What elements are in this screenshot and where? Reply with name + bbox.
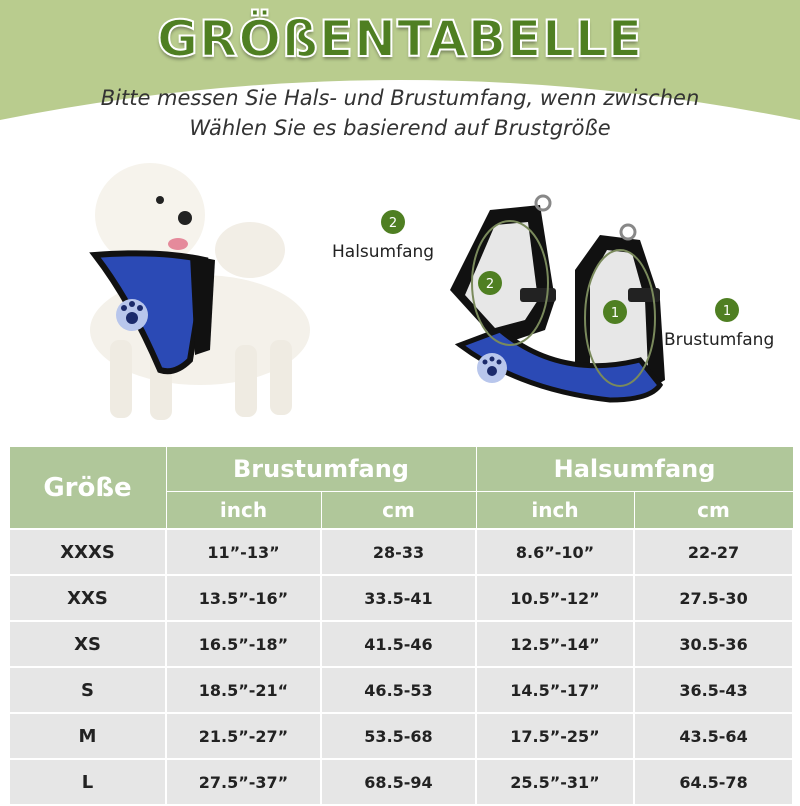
- neck-badge-inner: [478, 271, 502, 295]
- neck-cm-cell: 30.5-36: [634, 621, 793, 667]
- illustration: [0, 150, 800, 440]
- size-column-header: Größe: [9, 447, 166, 530]
- neck-cm-cell: 64.5-78: [634, 759, 793, 805]
- size-cell: M: [9, 713, 166, 759]
- size-cell: L: [9, 759, 166, 805]
- size-table: [8, 446, 792, 796]
- neck-cm-cell: 27.5-30: [634, 575, 793, 621]
- svg-text:1: 1: [722, 304, 732, 319]
- chest-cm-cell: 41.5-46: [321, 621, 476, 667]
- chest-inch-cell: 27.5”-37”: [166, 759, 321, 805]
- chest-inch-cell: 13.5”-16”: [166, 575, 321, 621]
- neck-inch-cell: 25.5”-31”: [476, 759, 634, 805]
- table-row: [9, 759, 793, 805]
- table-row: [9, 575, 793, 621]
- harness-image: [450, 196, 665, 400]
- chest-inch-cell: 21.5”-27”: [166, 713, 321, 759]
- size-cell: XXS: [9, 575, 166, 621]
- table-row: [9, 713, 793, 759]
- neck-cm-cell: 43.5-64: [634, 713, 793, 759]
- chest-cm-header: cm: [321, 492, 476, 530]
- subtitle-line-1: Bitte messen Sie Hals- und Brustumfang, wenn zwischen: [100, 86, 700, 110]
- chest-column-header: Brustumfang: [166, 447, 476, 492]
- neck-label: Halsumfang: [332, 242, 435, 262]
- svg-text:2: 2: [388, 216, 398, 231]
- neck-inch-header: inch: [476, 492, 634, 530]
- chest-cm-cell: 46.5-53: [321, 667, 476, 713]
- size-cell: S: [9, 667, 166, 713]
- chest-label: Brustumfang: [664, 330, 775, 350]
- neck-badge-outer: [381, 210, 405, 234]
- chest-cm-cell: 33.5-41: [321, 575, 476, 621]
- neck-cm-cell: 36.5-43: [634, 667, 793, 713]
- neck-inch-cell: 12.5”-14”: [476, 621, 634, 667]
- chest-inch-cell: 18.5”-21“: [166, 667, 321, 713]
- size-cell: XS: [9, 621, 166, 667]
- chest-cm-cell: 68.5-94: [321, 759, 476, 805]
- chest-inch-cell: 11”-13”: [166, 529, 321, 575]
- neck-inch-cell: 17.5”-25”: [476, 713, 634, 759]
- svg-text:2: 2: [485, 277, 495, 292]
- chest-badge-outer: [715, 298, 739, 322]
- neck-inch-cell: 10.5”-12”: [476, 575, 634, 621]
- chest-inch-header: inch: [166, 492, 321, 530]
- table-row: [9, 667, 793, 713]
- svg-text:1: 1: [610, 306, 620, 321]
- neck-inch-cell: 8.6”-10”: [476, 529, 634, 575]
- table-row: [9, 621, 793, 667]
- subtitle-line-2: Wählen Sie es basierend auf Brustgröße: [189, 116, 611, 140]
- dog-image: [90, 163, 310, 420]
- chest-badge-inner: [603, 300, 627, 324]
- chest-cm-cell: 53.5-68: [321, 713, 476, 759]
- neck-cm-header: cm: [634, 492, 793, 530]
- chest-cm-cell: 28-33: [321, 529, 476, 575]
- chest-inch-cell: 16.5”-18”: [166, 621, 321, 667]
- size-cell: XXXS: [9, 529, 166, 575]
- neck-cm-cell: 22-27: [634, 529, 793, 575]
- table-row: [9, 529, 793, 575]
- page-title: GRÖßENTABELLE: [156, 10, 644, 68]
- neck-column-header: Halsumfang: [476, 447, 793, 492]
- neck-inch-cell: 14.5”-17”: [476, 667, 634, 713]
